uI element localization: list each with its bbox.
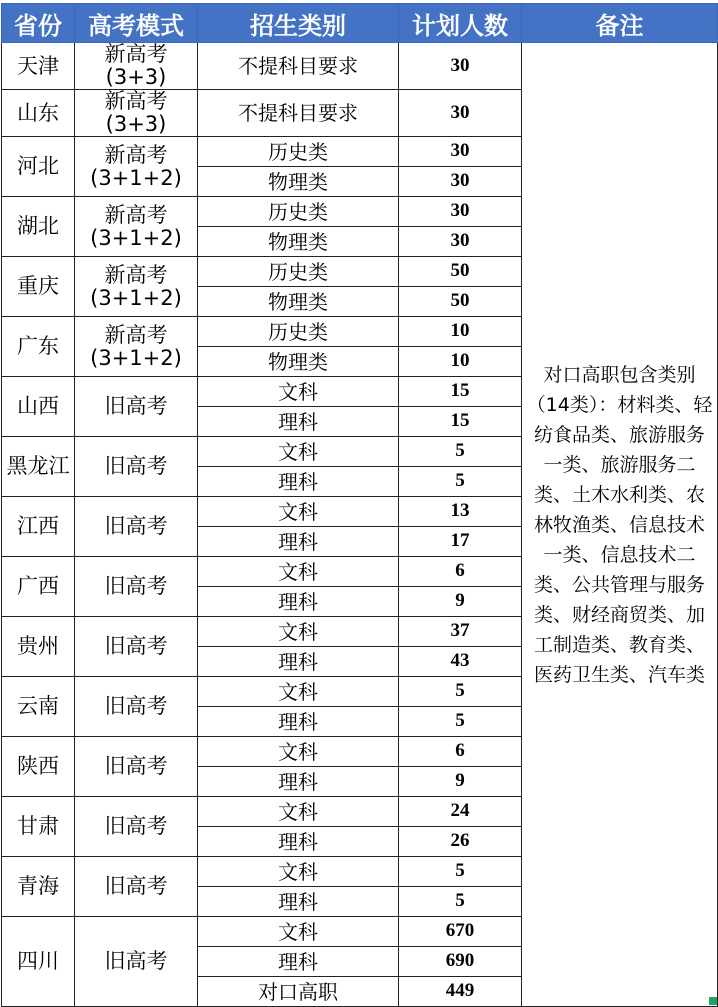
plan-count-cell[interactable]: 10 xyxy=(399,317,522,347)
category-cell[interactable]: 历史类 xyxy=(198,257,399,287)
plan-count-cell[interactable]: 10 xyxy=(399,347,522,377)
plan-count-cell[interactable]: 43 xyxy=(399,647,522,677)
plan-count-cell[interactable]: 5 xyxy=(399,437,522,467)
exam-mode-cell[interactable]: 旧高考 xyxy=(75,617,198,677)
category-cell[interactable]: 物理类 xyxy=(198,287,399,317)
category-cell[interactable]: 文科 xyxy=(198,737,399,767)
category-cell[interactable]: 理科 xyxy=(198,947,399,977)
plan-count-cell[interactable]: 24 xyxy=(399,797,522,827)
exam-mode-cell[interactable]: 旧高考 xyxy=(75,857,198,917)
category-cell[interactable]: 理科 xyxy=(198,767,399,797)
plan-count-cell[interactable]: 30 xyxy=(399,197,522,227)
plan-count-cell[interactable]: 5 xyxy=(399,467,522,497)
category-cell[interactable]: 物理类 xyxy=(198,227,399,257)
category-cell[interactable]: 不提科目要求 xyxy=(198,90,399,137)
plan-count-cell[interactable]: 6 xyxy=(399,557,522,587)
plan-count-cell[interactable]: 690 xyxy=(399,947,522,977)
plan-count-cell[interactable]: 15 xyxy=(399,377,522,407)
exam-mode-cell[interactable]: 旧高考 xyxy=(75,377,198,437)
province-cell[interactable]: 四川 xyxy=(2,917,75,1007)
enrollment-plan-table xyxy=(1,3,718,1007)
category-cell[interactable]: 文科 xyxy=(198,497,399,527)
category-cell[interactable]: 理科 xyxy=(198,587,399,617)
exam-mode-cell[interactable]: 新高考 (3+1+2) xyxy=(75,257,198,317)
category-cell[interactable]: 文科 xyxy=(198,917,399,947)
exam-mode-cell[interactable]: 旧高考 xyxy=(75,917,198,1007)
plan-count-cell[interactable]: 50 xyxy=(399,287,522,317)
plan-count-cell[interactable]: 5 xyxy=(399,707,522,737)
province-cell[interactable]: 天津 xyxy=(2,43,75,90)
category-cell[interactable]: 文科 xyxy=(198,437,399,467)
plan-count-cell[interactable]: 5 xyxy=(399,677,522,707)
exam-mode-cell[interactable]: 旧高考 xyxy=(75,437,198,497)
plan-count-cell[interactable]: 5 xyxy=(399,857,522,887)
plan-count-cell[interactable]: 30 xyxy=(399,90,522,137)
plan-count-cell[interactable]: 6 xyxy=(399,737,522,767)
category-cell[interactable]: 理科 xyxy=(198,647,399,677)
plan-count-cell[interactable]: 9 xyxy=(399,767,522,797)
table-row xyxy=(2,43,718,90)
exam-mode-cell[interactable]: 旧高考 xyxy=(75,557,198,617)
plan-count-cell[interactable]: 9 xyxy=(399,587,522,617)
exam-mode-cell[interactable]: 新高考(3+3) xyxy=(75,90,198,137)
province-cell[interactable]: 黑龙江 xyxy=(2,437,75,497)
plan-count-cell[interactable]: 449 xyxy=(399,977,522,1007)
plan-count-cell[interactable]: 30 xyxy=(399,227,522,257)
table-body xyxy=(2,43,718,1007)
province-cell[interactable]: 山东 xyxy=(2,90,75,137)
plan-count-cell[interactable]: 26 xyxy=(399,827,522,857)
category-cell[interactable]: 理科 xyxy=(198,887,399,917)
exam-mode-cell[interactable]: 新高考(3+3) xyxy=(75,43,198,90)
category-cell[interactable]: 文科 xyxy=(198,797,399,827)
category-cell[interactable]: 文科 xyxy=(198,557,399,587)
province-cell[interactable]: 广东 xyxy=(2,317,75,377)
category-cell[interactable]: 历史类 xyxy=(198,137,399,167)
plan-count-cell[interactable]: 13 xyxy=(399,497,522,527)
header-plan-count: 计划人数 xyxy=(399,4,522,43)
exam-mode-cell[interactable]: 旧高考 xyxy=(75,497,198,557)
plan-count-cell[interactable]: 30 xyxy=(399,137,522,167)
category-cell[interactable]: 文科 xyxy=(198,857,399,887)
category-cell[interactable]: 理科 xyxy=(198,827,399,857)
province-cell[interactable]: 山西 xyxy=(2,377,75,437)
category-cell[interactable]: 理科 xyxy=(198,407,399,437)
category-cell[interactable]: 文科 xyxy=(198,377,399,407)
plan-count-cell[interactable]: 670 xyxy=(399,917,522,947)
category-cell[interactable]: 理科 xyxy=(198,527,399,557)
category-cell[interactable]: 理科 xyxy=(198,707,399,737)
province-cell[interactable]: 青海 xyxy=(2,857,75,917)
province-cell[interactable]: 陕西 xyxy=(2,737,75,797)
plan-count-cell[interactable]: 30 xyxy=(399,167,522,197)
exam-mode-cell[interactable]: 新高考 (3+1+2) xyxy=(75,197,198,257)
exam-mode-cell[interactable]: 旧高考 xyxy=(75,737,198,797)
remarks-cell[interactable]: 对口高职包含类别（14类）：材料类、轻纺食品类、旅游服务一类、旅游服务二类、土木水利类、农林牧渔类、信息技术一类、信息技术二类、公共管理与服务类、财经商贸类、加工制造类、教育类、医药卫生类、汽车类 xyxy=(522,43,718,1007)
plan-count-cell[interactable]: 5 xyxy=(399,887,522,917)
province-cell[interactable]: 广西 xyxy=(2,557,75,617)
category-cell[interactable]: 物理类 xyxy=(198,167,399,197)
province-cell[interactable]: 湖北 xyxy=(2,197,75,257)
province-cell[interactable]: 河北 xyxy=(2,137,75,197)
selection-handle[interactable] xyxy=(709,997,717,1005)
exam-mode-cell[interactable]: 新高考 (3+1+2) xyxy=(75,137,198,197)
plan-count-cell[interactable]: 30 xyxy=(399,43,522,90)
category-cell[interactable]: 物理类 xyxy=(198,347,399,377)
header-province: 省份 xyxy=(2,4,75,43)
header-remarks: 备注 xyxy=(522,4,718,43)
header-exam-mode: 高考模式 xyxy=(75,4,198,43)
exam-mode-cell[interactable]: 新高考 (3+1+2) xyxy=(75,317,198,377)
province-cell[interactable]: 云南 xyxy=(2,677,75,737)
category-cell[interactable]: 理科 xyxy=(198,467,399,497)
category-cell[interactable]: 文科 xyxy=(198,617,399,647)
province-cell[interactable]: 江西 xyxy=(2,497,75,557)
plan-count-cell[interactable]: 50 xyxy=(399,257,522,287)
header-category: 招生类别 xyxy=(198,4,399,43)
category-cell[interactable]: 历史类 xyxy=(198,197,399,227)
category-cell[interactable]: 文科 xyxy=(198,677,399,707)
category-cell[interactable]: 对口高职 xyxy=(198,977,399,1007)
province-cell[interactable]: 重庆 xyxy=(2,257,75,317)
province-cell[interactable]: 甘肃 xyxy=(2,797,75,857)
category-cell[interactable]: 不提科目要求 xyxy=(198,43,399,90)
plan-count-cell[interactable]: 17 xyxy=(399,527,522,557)
exam-mode-cell[interactable]: 旧高考 xyxy=(75,677,198,737)
category-cell[interactable]: 历史类 xyxy=(198,317,399,347)
plan-count-cell[interactable]: 15 xyxy=(399,407,522,437)
header-row xyxy=(2,4,718,43)
province-cell[interactable]: 贵州 xyxy=(2,617,75,677)
exam-mode-cell[interactable]: 旧高考 xyxy=(75,797,198,857)
plan-count-cell[interactable]: 37 xyxy=(399,617,522,647)
